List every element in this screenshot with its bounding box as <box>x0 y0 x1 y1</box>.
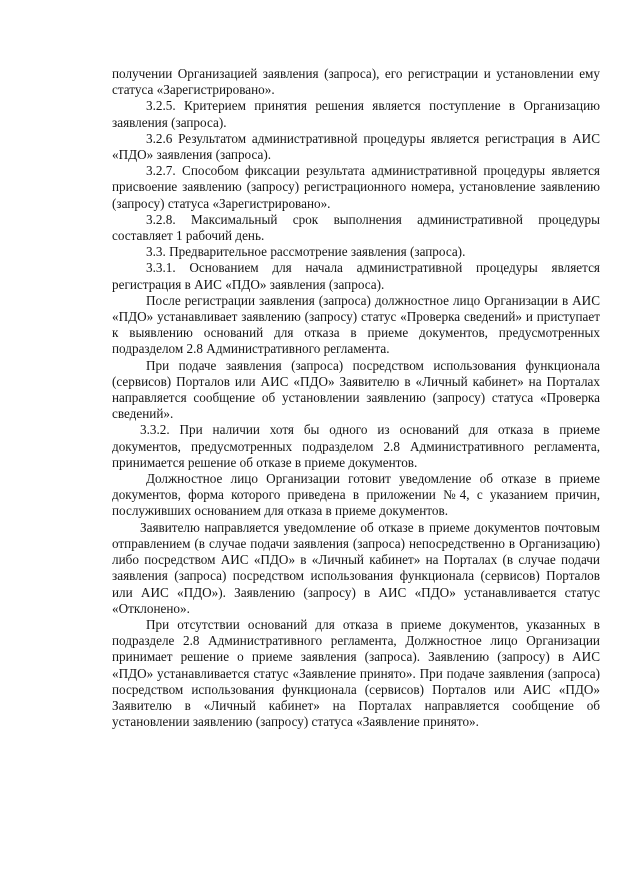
paragraph-3-2-5: 3.2.5. Критерием принятия решения является поступление в Организацию заявления (запроса). <box>112 98 600 130</box>
paragraph-refusal-notice: Должностное лицо Организации готовит уведомление об отказе в приеме документов, форма которого приведена в приложении №4, с указанием причин, послуживших основанием для отказа в приеме документов. <box>112 471 600 519</box>
paragraph-3-3-1: 3.3.1. Основанием для начала административной процедуры является регистрация в АИС «ПДО» заявления (запроса). <box>112 260 600 292</box>
paragraph-3-3-2: 3.3.2. При наличии хотя бы одного из оснований для отказа в приеме документов, предусмотренных подразделом 2.8 Административного регламента, принимается решение об отказе в приеме документов. <box>112 422 600 470</box>
paragraph-acceptance: При отсутствии оснований для отказа в приеме документов, указанных в подразделе 2.8 Административного регламента, Должностное лицо Организации принимает решение о приеме заявления (запроса). Заявлению (запросу) в АИС «ПДО» устанавливается статус «Заявление принято». При подаче заявления (запроса) посредством использования функционала (сервисов) Порталов или АИС «ПДО» Заявителю в «Личный кабинет» на Порталах направляется сообщение об установлении заявлению (запросу) статуса «Заявление принято». <box>112 616 600 730</box>
section-heading-3-3: 3.3. Предварительное рассмотрение заявления (запроса). <box>146 244 466 260</box>
paragraph-3-2-6: 3.2.6 Результатом административной процедуры является регистрация в АИС «ПДО» заявления (запроса). <box>112 130 600 163</box>
paragraph-refusal-delivery: Заявителю направляется уведомление об отказе в приеме документов почтовым отправлением (в случае подачи заявления (запроса) непосредственно в Организацию) либо посредством АИС «ПДО» в «Личный кабинет» на Порталах (в случае подачи заявления (запроса) посредством использования функционала (сервисов) Порталов или АИС «ПДО»). Заявлению (запросу) в АИС «ПДО» устанавливается статус «Отклонено». <box>112 519 600 616</box>
paragraph-continuation: получении Организацией заявления (запроса), его регистрации и установлении ему статуса «Зарегистрировано». <box>112 66 600 98</box>
paragraph-3-2-7: 3.2.7. Способом фиксации результата административной процедуры является присвоение заявлению (запросу) регистрационного номера, установление заявлению (запросу) статуса «Зарегистрировано». <box>112 163 600 211</box>
paragraph-3-2-8: 3.2.8. Максимальный срок выполнения административной процедуры составляет 1 рабочий день. <box>112 211 600 244</box>
paragraph-portal-notice: При подаче заявления (запроса) посредством использования функционала (сервисов) Порталов или АИС «ПДО» Заявителю в «Личный кабинет» на Порталах направляется сообщение об установлении заявлению (запросу) статуса «Проверка сведений». <box>112 357 600 422</box>
paragraph-registration-check: После регистрации заявления (запроса) должностное лицо Организации в АИС «ПДО» устанавливает заявлению (запросу) статус «Проверка сведений» и приступает к выявлению оснований для отказа в приеме документов, предусмотренных подразделом 2.8 Административного регламента. <box>112 292 600 357</box>
